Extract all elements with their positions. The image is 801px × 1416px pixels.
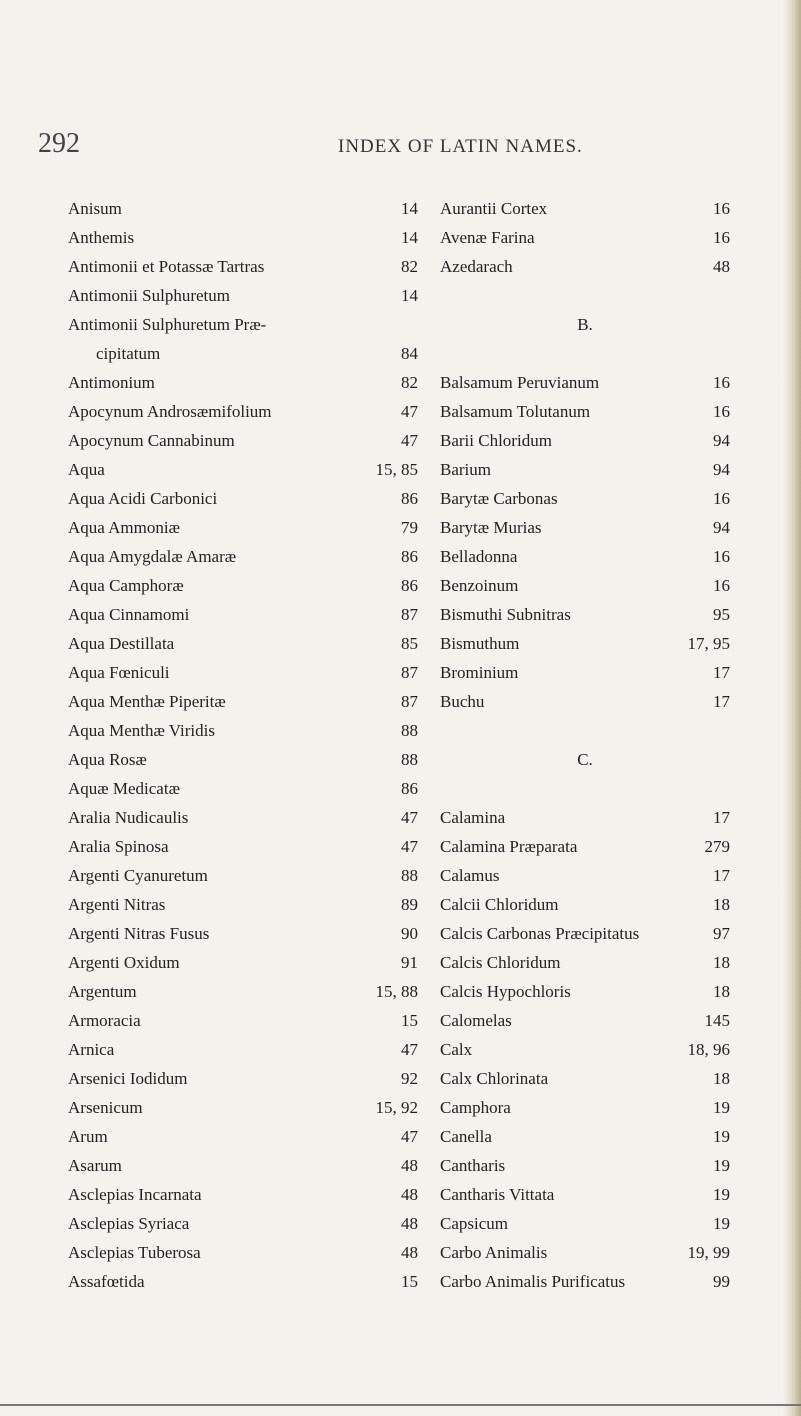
index-pages: 14: [401, 286, 418, 305]
index-term: Asclepias Incarnata: [68, 1185, 202, 1204]
index-term: Canella: [440, 1127, 492, 1146]
index-term: Carbo Animalis Purificatus: [440, 1272, 626, 1291]
index-entry: [440, 194, 730, 223]
index-entry: [68, 571, 418, 600]
index-term: Capsicum: [440, 1214, 508, 1233]
index-entry: [440, 513, 730, 542]
index-entry: [68, 1064, 418, 1093]
index-term: Aqua Cinnamomi: [68, 605, 190, 624]
index-entry: [440, 861, 730, 890]
index-pages: 47: [401, 1040, 418, 1059]
index-pages: 14: [401, 228, 418, 247]
index-pages: 79: [401, 518, 418, 537]
index-term: Azedarach: [440, 257, 513, 276]
index-pages: 47: [401, 808, 418, 827]
index-entry: [440, 977, 730, 1006]
index-pages: 19: [713, 1185, 730, 1204]
section-letter: [440, 745, 730, 774]
index-pages: 15: [401, 1011, 418, 1030]
index-pages: 15, 88: [375, 982, 418, 1001]
index-entry: [68, 339, 418, 368]
index-entry: [440, 1064, 730, 1093]
index-term: Aurantii Cortex: [440, 199, 548, 218]
running-title: INDEX OF LATIN NAMES.: [338, 136, 583, 157]
index-pages: 86: [401, 489, 418, 508]
index-entry: [440, 1267, 730, 1296]
index-term: Cantharis Vittata: [440, 1185, 555, 1204]
index-pages: 19, 99: [687, 1243, 730, 1262]
index-pages: 16: [713, 576, 730, 595]
index-pages: 18: [713, 1069, 730, 1088]
index-pages: 48: [713, 257, 730, 276]
blank-row: [440, 774, 730, 803]
index-entry: [440, 223, 730, 252]
index-term: Argenti Nitras Fusus: [68, 924, 210, 943]
index-pages: 47: [401, 431, 418, 450]
index-term: Calcis Hypochloris: [440, 982, 571, 1001]
index-entry: [440, 948, 730, 977]
index-entry: [68, 890, 418, 919]
index-column-left: [68, 194, 418, 1296]
index-term: Balsamum Peruvianum: [440, 373, 600, 392]
index-pages: 88: [401, 721, 418, 740]
index-term: Argenti Cyanuretum: [68, 866, 208, 885]
index-pages: 87: [401, 692, 418, 711]
index-entry: [68, 1006, 418, 1035]
index-pages: 47: [401, 1127, 418, 1146]
index-entry: [440, 1093, 730, 1122]
index-entry: [440, 658, 730, 687]
index-pages: 16: [713, 373, 730, 392]
index-term: Asclepias Syriaca: [68, 1214, 190, 1233]
index-term: Belladonna: [440, 547, 518, 566]
index-term: Benzoinum: [440, 576, 519, 595]
index-term: Barium: [440, 460, 491, 479]
index-term: Barii Chloridum: [440, 431, 552, 450]
index-term: Calamina Præparata: [440, 837, 578, 856]
index-entry: [68, 629, 418, 658]
index-term: Camphora: [440, 1098, 511, 1117]
index-pages: 18: [713, 953, 730, 972]
index-term: Asclepias Tuberosa: [68, 1243, 201, 1262]
index-entry: [68, 1093, 418, 1122]
index-entry: [68, 310, 418, 339]
index-term: Aqua Destillata: [68, 634, 175, 653]
index-term: Antimonii Sulphuretum: [68, 286, 230, 305]
index-pages: 18: [713, 895, 730, 914]
index-entry: [440, 1035, 730, 1064]
index-entry: [68, 774, 418, 803]
index-pages: 19: [713, 1098, 730, 1117]
index-term: Arnica: [68, 1040, 115, 1059]
index-pages: 82: [401, 257, 418, 276]
index-entry: [440, 832, 730, 861]
index-entry: [440, 890, 730, 919]
index-pages: 17: [713, 663, 730, 682]
index-entry: [68, 600, 418, 629]
index-pages: 97: [713, 924, 730, 943]
index-term: Calamus: [440, 866, 500, 885]
index-entry: [440, 397, 730, 426]
index-entry: [68, 745, 418, 774]
index-entry: [440, 687, 730, 716]
index-term: Arsenicum: [68, 1098, 143, 1117]
blank-row: [440, 716, 730, 745]
index-entry: [68, 368, 418, 397]
index-pages: 89: [401, 895, 418, 914]
index-entry: [440, 455, 730, 484]
index-term: Barytæ Carbonas: [440, 489, 558, 508]
index-pages: 17: [713, 808, 730, 827]
index-term: Antimonii et Potassæ Tartras: [68, 257, 265, 276]
index-entry: [68, 426, 418, 455]
index-entry: [68, 397, 418, 426]
index-entry: [440, 542, 730, 571]
index-column-right: [440, 194, 730, 1296]
index-term: Apocynum Cannabinum: [68, 431, 235, 450]
index-term: Bismuthum: [440, 634, 520, 653]
index-pages: 14: [401, 199, 418, 218]
page-edge: [783, 0, 801, 1416]
index-term: Balsamum Tolutanum: [440, 402, 591, 421]
index-entry: [68, 281, 418, 310]
index-pages: 47: [401, 837, 418, 856]
index-entry: [68, 687, 418, 716]
index-term: Cantharis: [440, 1156, 506, 1175]
index-term: Argentum: [68, 982, 137, 1001]
index-entry: [440, 600, 730, 629]
index-entry: [68, 832, 418, 861]
index-pages: 145: [704, 1011, 730, 1030]
index-term: Buchu: [440, 692, 485, 711]
index-term: Assafœtida: [68, 1272, 145, 1291]
index-pages: 18: [713, 982, 730, 1001]
index-pages: 88: [401, 866, 418, 885]
index-entry: [68, 658, 418, 687]
index-entry: [68, 1180, 418, 1209]
index-term: Calcis Chloridum: [440, 953, 561, 972]
index-term: Aqua Acidi Carbonici: [68, 489, 218, 508]
index-term: Antimonium: [68, 373, 155, 392]
index-pages: 17: [713, 692, 730, 711]
index-term: Argenti Oxidum: [68, 953, 180, 972]
index-pages: 48: [401, 1156, 418, 1175]
index-entry: [440, 571, 730, 600]
index-term: Barytæ Murias: [440, 518, 542, 537]
index-pages: 19: [713, 1214, 730, 1233]
section-letter-label: B.: [577, 315, 593, 334]
index-term: Calcis Carbonas Præcipitatus: [440, 924, 640, 943]
index-term: Brominium: [440, 663, 519, 682]
index-pages: 87: [401, 605, 418, 624]
index-term: Calcii Chloridum: [440, 895, 559, 914]
index-entry: [440, 1122, 730, 1151]
index-pages: 48: [401, 1243, 418, 1262]
index-entry: [68, 716, 418, 745]
index-entry: [68, 1267, 418, 1296]
index-entry: [440, 368, 730, 397]
index-term: Anthemis: [68, 228, 135, 247]
blank-row: [440, 281, 730, 310]
index-pages: 15, 92: [375, 1098, 418, 1117]
index-entry: [68, 977, 418, 1006]
index-entry: [440, 1238, 730, 1267]
index-entry: [68, 194, 418, 223]
index-pages: 99: [713, 1272, 730, 1291]
index-term: Apocynum Androsæmifolium: [68, 402, 272, 421]
blank-row: [440, 339, 730, 368]
index-pages: 16: [713, 228, 730, 247]
index-entry: [68, 542, 418, 571]
index-entry: [440, 629, 730, 658]
index-entry: [440, 1006, 730, 1035]
index-term: Calamina: [440, 808, 506, 827]
index-pages: 48: [401, 1185, 418, 1204]
index-term: Calx: [440, 1040, 473, 1059]
index-entry: [440, 426, 730, 455]
index-entry: [68, 1122, 418, 1151]
index-term: Armoracia: [68, 1011, 141, 1030]
index-entry: [68, 484, 418, 513]
index-term: Aqua Fœniculi: [68, 663, 170, 682]
index-term: Antimonii Sulphuretum Præ-: [68, 315, 267, 334]
index-term: Calomelas: [440, 1011, 512, 1030]
index-entry: [440, 919, 730, 948]
index-term: Avenæ Farina: [440, 228, 535, 247]
index-pages: 279: [704, 837, 730, 856]
index-pages: 85: [401, 634, 418, 653]
index-pages: 15: [401, 1272, 418, 1291]
bottom-rule: [0, 1404, 801, 1406]
index-pages: 19: [713, 1156, 730, 1175]
index-entry: [440, 252, 730, 281]
index-term: Aqua Menthæ Viridis: [68, 721, 215, 740]
index-pages: 47: [401, 402, 418, 421]
index-term: Aqua: [68, 460, 105, 479]
index-entry: [68, 1209, 418, 1238]
index-term: Bismuthi Subnitras: [440, 605, 571, 624]
index-pages: 15, 85: [375, 460, 418, 479]
index-term: Aqua Camphoræ: [68, 576, 184, 595]
index-entry: [440, 484, 730, 513]
index-pages: 17, 95: [687, 634, 730, 653]
index-term: Aquæ Medicatæ: [68, 779, 180, 798]
index-pages: 84: [401, 344, 418, 363]
page-header: [38, 128, 738, 168]
page-number: 292: [38, 128, 80, 159]
index-pages: 17: [713, 866, 730, 885]
index-pages: 16: [713, 489, 730, 508]
index-term: Aqua Menthæ Piperitæ: [68, 692, 226, 711]
index-entry: [440, 803, 730, 832]
index-pages: 16: [713, 547, 730, 566]
index-entry: [68, 948, 418, 977]
index-pages: 94: [713, 431, 730, 450]
index-term: cipitatum: [96, 344, 161, 363]
index-term: Carbo Animalis: [440, 1243, 548, 1262]
index-entry: [440, 1151, 730, 1180]
index-pages: 87: [401, 663, 418, 682]
index-term: Arum: [68, 1127, 108, 1146]
index-pages: 16: [713, 199, 730, 218]
index-entry: [68, 455, 418, 484]
index-term: Calx Chlorinata: [440, 1069, 549, 1088]
index-entry: [440, 1209, 730, 1238]
section-letter-label: C.: [577, 750, 593, 769]
index-pages: 19: [713, 1127, 730, 1146]
index-term: Aqua Amygdalæ Amaræ: [68, 547, 237, 566]
index-pages: 82: [401, 373, 418, 392]
index-pages: 16: [713, 402, 730, 421]
index-entry: [68, 1151, 418, 1180]
index-entry: [68, 252, 418, 281]
index-term: Aralia Spinosa: [68, 837, 169, 856]
index-term: Aqua Rosæ: [68, 750, 147, 769]
index-pages: 86: [401, 576, 418, 595]
index-term: Aqua Ammoniæ: [68, 518, 180, 537]
index-entry: [68, 223, 418, 252]
index-pages: 86: [401, 547, 418, 566]
index-pages: 92: [401, 1069, 418, 1088]
index-entry: [68, 1238, 418, 1267]
index-pages: 90: [401, 924, 418, 943]
section-letter: [440, 310, 730, 339]
index-pages: 18, 96: [687, 1040, 730, 1059]
index-term: Argenti Nitras: [68, 895, 166, 914]
index-pages: 95: [713, 605, 730, 624]
index-entry: [68, 1035, 418, 1064]
index-term: Anisum: [68, 199, 122, 218]
index-pages: 91: [401, 953, 418, 972]
index-entry: [68, 803, 418, 832]
index-pages: 86: [401, 779, 418, 798]
index-term: Arsenici Iodidum: [68, 1069, 188, 1088]
index-pages: 88: [401, 750, 418, 769]
index-pages: 48: [401, 1214, 418, 1233]
index-term: Aralia Nudicaulis: [68, 808, 189, 827]
index-entry: [68, 513, 418, 542]
index-entry: [68, 861, 418, 890]
index-pages: 94: [713, 460, 730, 479]
index-entry: [440, 1180, 730, 1209]
index-term: Asarum: [68, 1156, 122, 1175]
index-entry: [68, 919, 418, 948]
index-pages: 94: [713, 518, 730, 537]
